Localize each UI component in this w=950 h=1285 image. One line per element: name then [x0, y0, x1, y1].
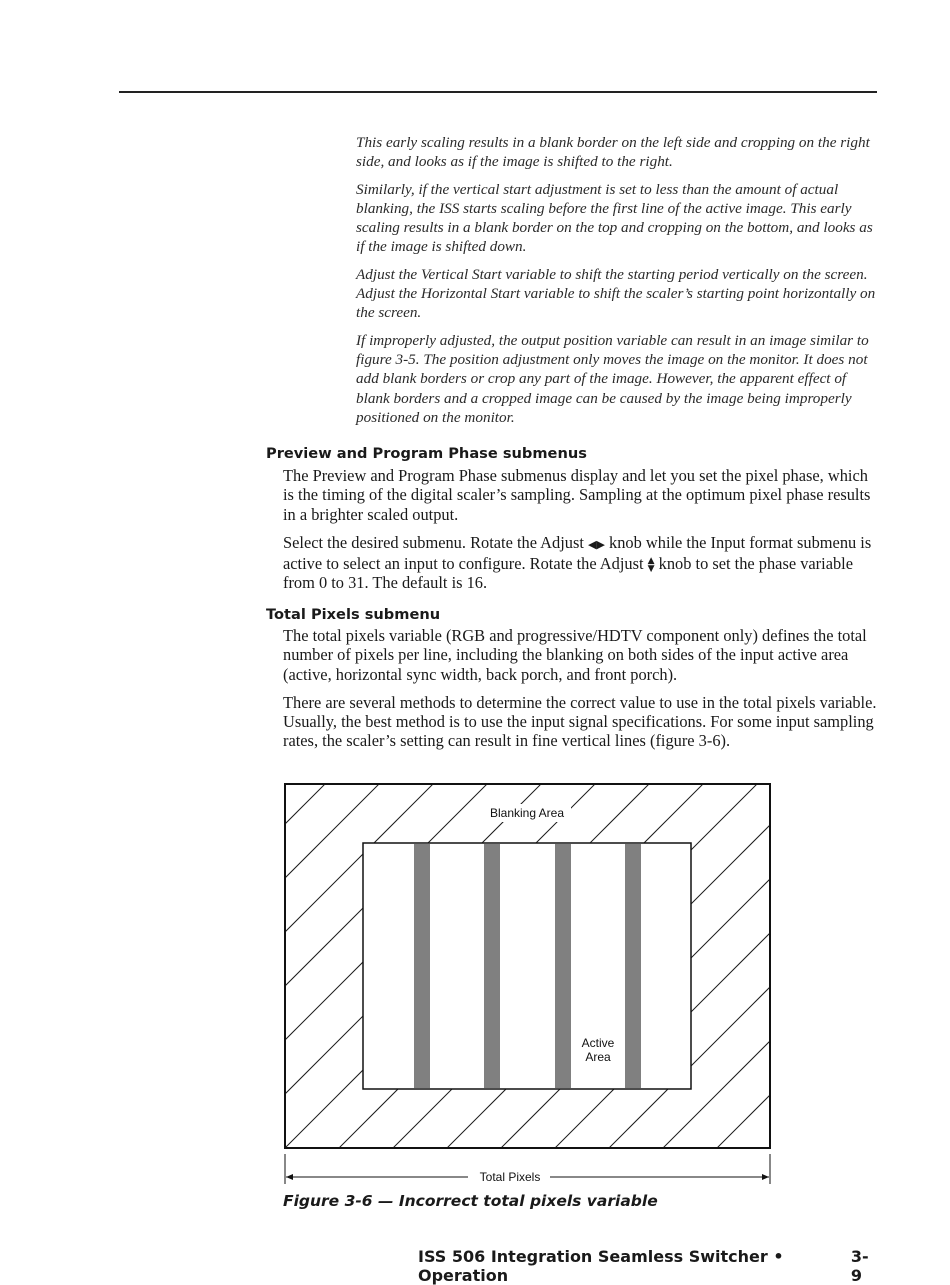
diagram-svg: [283, 782, 773, 1186]
left-right-arrow-icon: ◀▶: [588, 537, 605, 551]
italic-paragraph: This early scaling results in a blank border on the left side and cropping on the right side, and looks as if the image is shifted to the right.: [356, 134, 870, 171]
active-area-label-line2: Area: [585, 1050, 611, 1064]
page-footer: [418, 1247, 878, 1285]
phase-text-part: knob while the Input format submenu is active to select an input to configure. Rotate the Adjust: [283, 532, 872, 574]
vertical-line-artifact: [555, 844, 571, 1088]
header-rule: [119, 91, 877, 93]
phase-paragraph: The Preview and Program Phase submenus display and let you set the pixel phase, which is the timing of the digital scaler’s sampling. Sampling at the optimum pixel phase results in a brighter scaled output.: [283, 466, 871, 524]
total-pixels-body: [283, 626, 879, 760]
section-heading-total-pixels: Total Pixels submenu: [266, 606, 441, 623]
total-pixels-paragraph: The total pixels variable (RGB and progressive/HDTV component only) defines the total number of pixels per line, including the blanking on both sides of the input active area (active, horizontal sync width, back porch, and front porch).: [283, 626, 867, 684]
section-heading-phase: Preview and Program Phase submenus: [266, 445, 587, 462]
italic-paragraph: If improperly adjusted, the output position variable can result in an image similar to figure 3-5. The position adjustment only moves the image on the monitor. It does not add blank borders or crop any part of the image. However, the apparent effect of blank borders and a cropped image can be caused by the image being improperly positioned on the monitor.: [356, 331, 869, 426]
figure-total-pixels-diagram: [283, 782, 773, 1186]
blanking-area-label: Blanking Area: [489, 806, 565, 820]
active-area-frame: [363, 843, 691, 1089]
figure-caption: Figure 3-6 — Incorrect total pixels variable: [283, 1192, 658, 1210]
total-pixels-paragraph: There are several methods to determine the correct value to use in the total pixels variable. Usually, the best method is to use the input signal specifications. For some input sampling rates, the scaler’s setting can result in fine vertical lines (figure 3-6).: [283, 692, 877, 751]
italic-notes: [356, 133, 876, 435]
italic-paragraph: Similarly, if the vertical start adjustment is set to less than the amount of actual blanking, the ISS starts scaling before the first line of the active image. This early scaling results in a blank border on the top and cropping on the bottom, and looks as if the image is shifted down.: [356, 180, 873, 256]
vertical-line-artifact: [414, 844, 430, 1088]
footer-title: ISS 506 Integration Seamless Switcher • Operation: [418, 1247, 784, 1285]
italic-paragraph: Adjust the Vertical Start variable to shift the starting period vertically on the screen. Adjust the Horizontal Start variable to shift the scaler’s starting point horizontally on the screen.: [356, 265, 876, 322]
phase-text-part: Select the desired submenu. Rotate the Adjust: [283, 532, 584, 552]
up-down-arrow-icon: ▲ ▼: [647, 556, 655, 575]
dimension-arrow-left: [286, 1174, 293, 1180]
phase-paragraph-adjust: [283, 533, 879, 593]
page-number: 3-9: [850, 1247, 869, 1285]
vertical-line-artifact: [625, 844, 641, 1088]
vertical-line-artifact: [484, 844, 500, 1088]
phase-text-part: knob to set the phase variable from 0 to 31. The default is 16.: [283, 554, 853, 593]
phase-section-body: [283, 466, 879, 602]
active-area-label-line1: Active: [581, 1036, 615, 1050]
dimension-arrow-right: [762, 1174, 769, 1180]
total-pixels-label: Total Pixels: [479, 1170, 541, 1184]
